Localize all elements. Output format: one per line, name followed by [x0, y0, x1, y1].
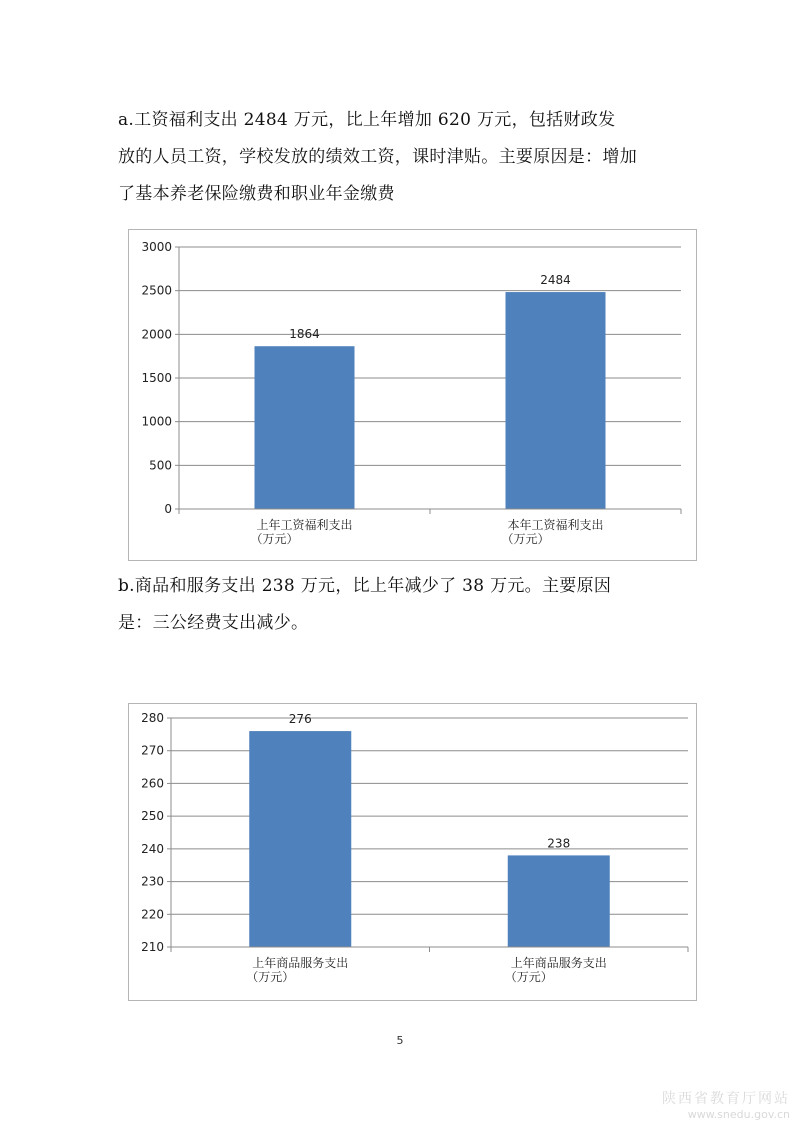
category-label: 本年工资福利支出 [507, 518, 604, 532]
category-label: 上年工资福利支出 [256, 518, 353, 532]
paragraph-line: 了基本养老保险缴费和职业年金缴费 [118, 184, 395, 204]
salary-welfare-bar-chart [128, 229, 697, 561]
paragraph-salary-expenditure [118, 102, 698, 213]
y-tick-label: 1500 [141, 371, 172, 385]
paragraph-goods-services-expenditure [118, 568, 698, 642]
y-tick-label: 3000 [141, 240, 172, 254]
page-number: 5 [396, 1034, 404, 1047]
y-tick-label: 0 [164, 502, 172, 516]
paragraph-line: 放的人员工资，学校发放的绩效工资，课时津贴。主要原因是：增加 [118, 147, 637, 167]
salary-welfare-chart-svg [129, 230, 696, 560]
y-tick-label: 270 [141, 743, 164, 758]
category-label: 上年商品服务支出 [510, 956, 607, 970]
category-label: （万元） [504, 970, 553, 984]
y-tick-label: 1000 [141, 414, 172, 429]
y-tick-label: 260 [141, 776, 164, 791]
y-tick-label: 230 [141, 874, 164, 889]
y-tick-label: 250 [141, 809, 164, 824]
watermark-url: www.snedu.gov.cn [687, 1108, 790, 1121]
category-label: （万元） [246, 970, 295, 984]
bar [508, 855, 610, 947]
category-label: 上年商品服务支出 [252, 956, 349, 970]
goods-services-chart-svg [129, 704, 696, 1000]
data-label: 1864 [289, 327, 320, 342]
goods-services-bar-chart [128, 703, 697, 1001]
y-tick-label: 2000 [141, 327, 172, 342]
category-label: （万元） [501, 532, 550, 546]
data-label: 2484 [540, 273, 571, 288]
y-tick-label: 220 [141, 907, 164, 922]
site-watermark [620, 1088, 790, 1121]
bar [249, 731, 351, 947]
watermark-title: 陕西省教育厅网站 [662, 1091, 790, 1107]
y-tick-label: 210 [141, 940, 164, 954]
paragraph-line: a.工资福利支出 2484 万元，比上年增加 620 万元，包括财政发 [118, 110, 616, 130]
paragraph-line: b.商品和服务支出 238 万元，比上年减少了 38 万元。主要原因 [118, 576, 612, 596]
bar [255, 346, 355, 509]
data-label: 276 [288, 712, 312, 727]
y-tick-label: 500 [149, 458, 172, 473]
y-tick-label: 280 [141, 711, 164, 725]
paragraph-line: 是：三公经费支出减少。 [118, 613, 309, 633]
y-tick-label: 2500 [141, 283, 172, 298]
data-label: 238 [547, 836, 571, 851]
y-tick-label: 240 [141, 841, 164, 856]
bar [506, 292, 606, 509]
category-label: （万元） [250, 532, 299, 546]
